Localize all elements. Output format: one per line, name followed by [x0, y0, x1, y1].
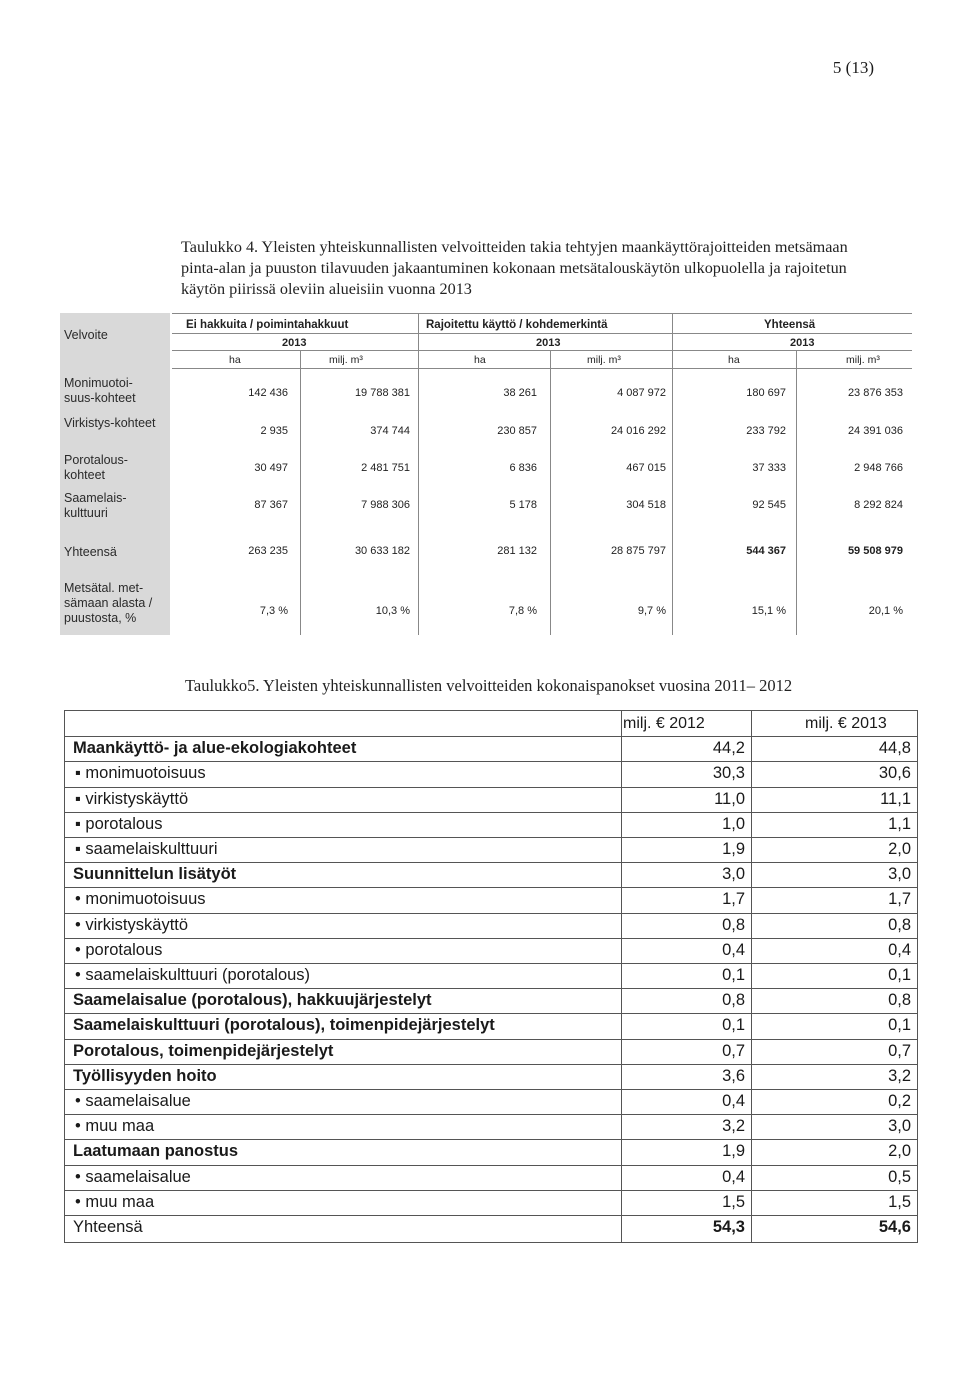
row-label: ▪ porotalous [75, 814, 163, 833]
row-label: Porotalous-kohteet [64, 453, 128, 482]
row-label: • porotalous [75, 940, 163, 959]
row-label: Saamelaisalue (porotalous), hakkuujärjestelyt [73, 991, 432, 1010]
value-2012: 1,9 [722, 840, 745, 858]
value-2013: 44,8 [878, 739, 911, 758]
value-2012: 44,2 [712, 739, 745, 758]
value-2012: 1,0 [722, 814, 745, 833]
table-row [65, 787, 917, 813]
table-5 [64, 710, 918, 1243]
unit-header: ha [474, 354, 486, 366]
table-row [65, 938, 917, 964]
divider [172, 368, 912, 369]
velvoite-header: Velvoite [64, 328, 108, 342]
value-2013: 1,7 [888, 890, 911, 909]
row-label: • muu maa [75, 1192, 155, 1211]
table-cell: 2 935 [260, 425, 288, 437]
table-cell: 15,1 % [751, 605, 786, 617]
row-label: Saamelais-kulttuuri [64, 491, 127, 520]
group-header: Ei hakkuita / poimintahakkuut [186, 319, 349, 331]
row-label: Yhteensä [64, 545, 117, 559]
table-cell: 230 857 [497, 425, 537, 437]
value-2012: 0,7 [722, 1041, 745, 1060]
table-5-caption: Taulukko5. Yleisten yhteiskunnallisten velvoitteiden kokonaispanokset vuosina 2011– 2012 [185, 676, 793, 695]
value-2012: 0,1 [722, 1016, 745, 1035]
table-row [65, 1165, 917, 1191]
divider [672, 313, 673, 635]
row-label: Suunnittelun lisätyöt [73, 865, 237, 884]
table-cell: 37 333 [752, 462, 786, 474]
table-row [65, 1114, 917, 1140]
divider [796, 350, 797, 635]
table-4-caption: Taulukko 4. Yleisten yhteiskunnallisten velvoitteiden takia tehtyjen maankäyttörajoitteiden metsämaan pinta-alan ja puuston tilavuuden jakaantuminen kokonaan metsätalouskäytön ulkopuolella ja rajoitetun käytön piirissä oleviin alueisiin vuonna 2013 [181, 238, 848, 298]
table-cell: 24 391 036 [847, 425, 903, 437]
table-cell: 7,3 % [259, 605, 288, 617]
unit-header: ha [229, 354, 241, 366]
divider [172, 350, 912, 351]
value-2013: 3,0 [888, 865, 911, 884]
group-year: 2013 [790, 337, 815, 349]
table-cell: 374 744 [370, 425, 410, 437]
divider [418, 313, 419, 635]
table-cell: 28 875 797 [610, 545, 666, 557]
value-2013: 0,1 [888, 966, 911, 984]
table-row [65, 761, 917, 787]
row-label: Työllisyyden hoito [73, 1066, 217, 1085]
row-label: ▪ virkistyskäyttö [75, 789, 189, 808]
table-cell: 10,3 % [375, 605, 410, 617]
row-label: ▪ saamelaiskulttuuri [75, 840, 218, 858]
table-header-row [65, 711, 917, 737]
value-2012: 0,8 [722, 915, 745, 934]
value-2013: 0,8 [888, 915, 911, 934]
row-label: Virkistys-kohteet [64, 416, 156, 430]
row-label: • muu maa [75, 1117, 155, 1136]
row-label: ▪ monimuotoisuus [75, 764, 206, 783]
table-row [65, 837, 917, 863]
divider [172, 333, 912, 334]
table-row [65, 736, 917, 762]
table-cell: 7,8 % [508, 605, 537, 617]
row-label-column [60, 313, 170, 635]
row-label: • saamelaisalue [75, 1167, 191, 1186]
value-2013: 0,8 [888, 991, 911, 1010]
table-cell: 180 697 [746, 387, 786, 399]
table-cell: 20,1 % [868, 605, 903, 617]
table-cell: 59 508 979 [847, 545, 903, 557]
value-2013: 2,0 [888, 1142, 911, 1161]
table-cell: 4 087 972 [617, 387, 666, 399]
value-2013: 0,7 [888, 1041, 911, 1060]
table-row [65, 963, 917, 989]
table-cell: 8 292 824 [854, 499, 903, 511]
value-2012: 3,0 [722, 865, 745, 884]
row-label: Laatumaan panostus [73, 1142, 239, 1161]
value-2013: 11,1 [880, 789, 911, 808]
value-2012: 0,4 [722, 1167, 745, 1186]
table-row [65, 862, 917, 888]
table-cell: 304 518 [626, 499, 666, 511]
table-cell: 263 235 [248, 545, 288, 557]
group-year: 2013 [536, 337, 561, 349]
table-cell: 7 988 306 [361, 499, 410, 511]
row-label: • monimuotoisuus [75, 890, 206, 909]
row-label: Porotalous, toimenpidejärjestelyt [73, 1041, 334, 1060]
table-row [65, 1039, 917, 1065]
table-cell: 233 792 [746, 425, 786, 437]
unit-header: milj. m³ [587, 354, 621, 366]
value-2012: 3,2 [722, 1117, 745, 1136]
value-2012: 0,1 [722, 966, 745, 984]
value-2013: 0,4 [888, 940, 911, 959]
row-label: • virkistyskäyttö [75, 915, 189, 934]
table-row [65, 1089, 917, 1115]
table-row [65, 1013, 917, 1039]
table-row [65, 1064, 917, 1090]
value-2012: 1,5 [722, 1192, 745, 1211]
group-header: Yhteensä [764, 319, 816, 331]
table-cell: 5 178 [509, 499, 537, 511]
value-2013: 2,0 [888, 840, 911, 858]
value-2012: 1,7 [722, 890, 745, 909]
row-label: • saamelaisalue [75, 1092, 191, 1110]
table-cell: 467 015 [626, 462, 666, 474]
page-number: 5 (13) [832, 58, 874, 77]
divider [550, 350, 551, 635]
table-cell: 23 876 353 [847, 387, 903, 399]
table-cell: 2 481 751 [361, 462, 410, 474]
table-cell: 92 545 [752, 499, 786, 511]
table-cell: 2 948 766 [854, 462, 903, 474]
value-2013: 0,2 [888, 1092, 911, 1110]
table-cell: 30 497 [254, 462, 288, 474]
value-2012: 0,8 [722, 991, 745, 1010]
column-header: milj. € 2012 [623, 715, 705, 732]
value-2012: 1,9 [722, 1142, 745, 1161]
table-cell: 19 788 381 [354, 387, 410, 399]
table-cell: 142 436 [248, 387, 288, 399]
table-cell: 24 016 292 [610, 425, 666, 437]
table-row [65, 1215, 917, 1240]
table-row [65, 812, 917, 838]
value-2013: 54,6 [878, 1218, 911, 1236]
column-header: milj. € 2013 [805, 715, 887, 732]
value-2012: 30,3 [712, 764, 745, 783]
table-row [65, 988, 917, 1014]
row-label: Monimuotoi-suus-kohteet [64, 376, 136, 405]
table-row [65, 1190, 917, 1216]
table-cell: 6 836 [509, 462, 537, 474]
value-2012: 0,4 [722, 940, 745, 959]
divider [300, 350, 301, 635]
table-cell: 544 367 [746, 545, 786, 557]
value-2013: 0,5 [888, 1167, 911, 1186]
table-cell: 87 367 [254, 499, 288, 511]
row-label: • saamelaiskulttuuri (porotalous) [75, 966, 311, 984]
group-header: Rajoitettu käyttö / kohdemerkintä [426, 319, 608, 331]
table-cell: 30 633 182 [354, 545, 410, 557]
value-2012: 0,4 [722, 1092, 745, 1110]
value-2013: 0,1 [888, 1016, 911, 1035]
row-label: Saamelaiskulttuuri (porotalous), toimenpidejärjestelyt [73, 1016, 495, 1035]
unit-header: milj. m³ [846, 354, 880, 366]
table-cell: 38 261 [503, 387, 537, 399]
divider [172, 313, 912, 314]
value-2012: 3,6 [722, 1066, 745, 1085]
row-label: Maankäyttö- ja alue-ekologiakohteet [73, 739, 357, 758]
table-cell: 9,7 % [637, 605, 666, 617]
row-label: Metsätal. met-sämaan alasta / puustosta, % [64, 581, 153, 625]
value-2013: 1,1 [888, 814, 911, 833]
value-2012: 11,0 [714, 789, 745, 808]
table-cell: 281 132 [497, 545, 537, 557]
value-2013: 3,0 [888, 1117, 911, 1136]
value-2013: 3,2 [888, 1066, 911, 1085]
table-row [65, 1139, 917, 1165]
value-2013: 1,5 [888, 1192, 911, 1211]
unit-header: ha [728, 354, 740, 366]
table-row [65, 913, 917, 939]
value-2012: 54,3 [712, 1218, 745, 1236]
table-row [65, 887, 917, 913]
row-label: Yhteensä [73, 1218, 143, 1236]
value-2013: 30,6 [878, 764, 911, 783]
unit-header: milj. m³ [329, 354, 363, 366]
group-year: 2013 [282, 337, 307, 349]
